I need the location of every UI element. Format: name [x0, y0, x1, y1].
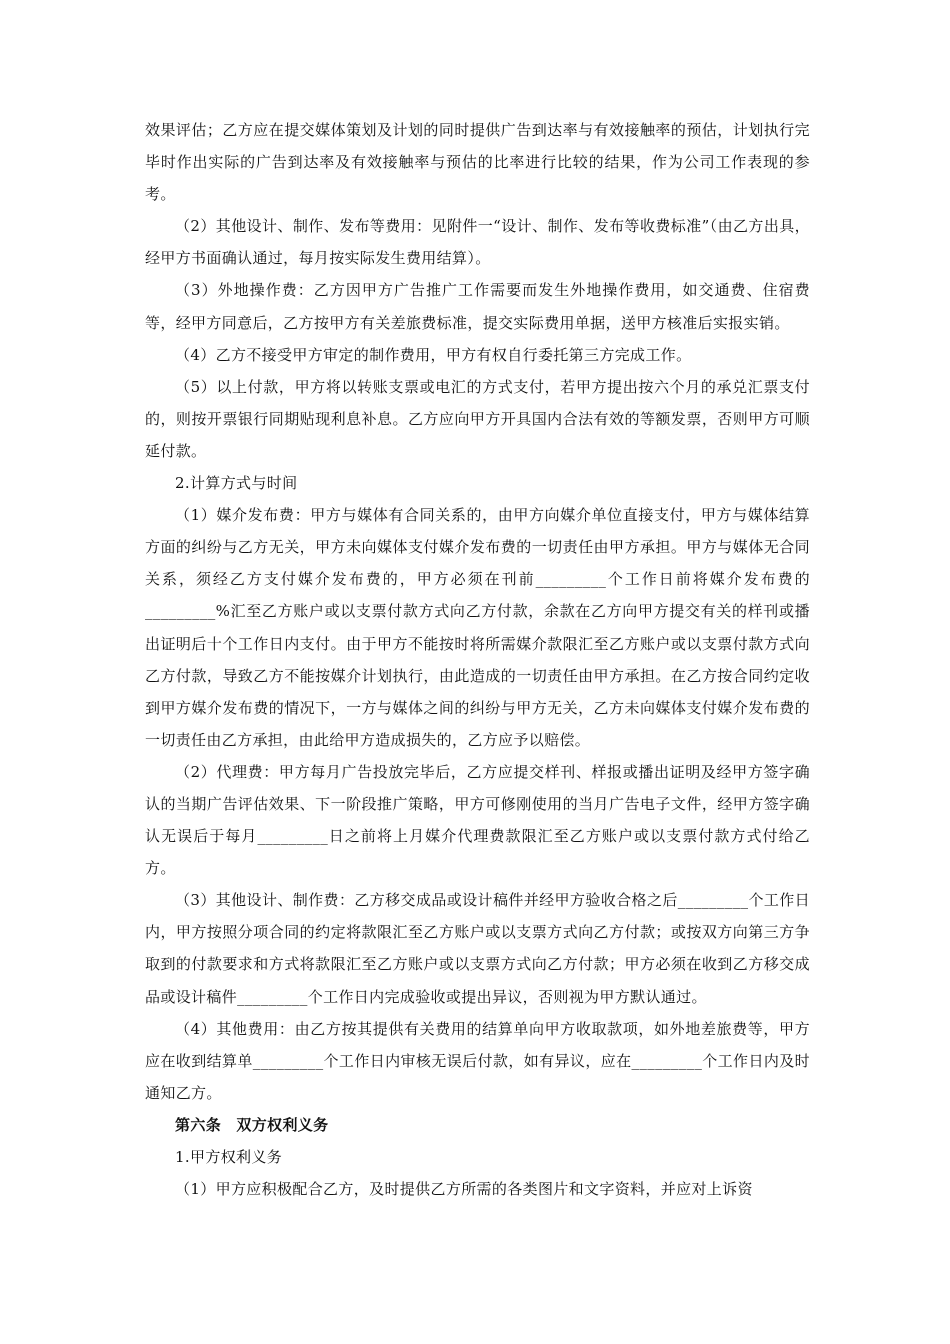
paragraph-agency-fees: （2）代理费：甲方每月广告投放完毕后，乙方应提交样刊、样报或播出证明及经甲方签字确认的当期广告评估效果、下一阶段推广策略，甲方可修刚使用的当月广告电子文件，经甲方签字确认无误后于每月_________日之前将上月媒介代理费款限汇至乙方账户或以支票付款方式付给乙方。 [145, 762, 810, 878]
paragraph-other-design-fees: （2）其他设计、制作、发布等费用：见附件一“设计、制作、发布等收费标准”（由乙方出具，经甲方书面确认通过，每月按实际发生费用结算）。 [145, 217, 810, 268]
paragraph-production-fees: （4）乙方不接受甲方审定的制作费用，甲方有权自行委托第三方完成工作。 [175, 345, 692, 364]
paragraph-party-a-obligation-1: （1）甲方应积极配合乙方，及时提供乙方所需的各类图片和文字资料，并应对上诉资 [175, 1180, 753, 1199]
article-six-title: 第六条 双方权利义务 [175, 1115, 329, 1134]
paragraph-media-fees: （1）媒介发布费：甲方与媒体有合同关系的，由甲方向媒介单位直接支付，甲方与媒体结算方面的纠纷与乙方无关，甲方未向媒体支付媒介发布费的一切责任由甲方承担。甲方与媒体无合同关系，须经乙方支付媒介发布费的，甲方必须在刊前_________个工作日前将媒介发布费的_________%汇至乙方账户或以支票付款方式向乙方付款，余款在乙方向甲方提交有关的样刊或播出证明后十个工作日内支付。由于甲方不能按时将所需媒介款限汇至乙方账户或以支票付款方式向乙方付款，导致乙方不能按媒介计划执行，由此造成的一切责任由甲方承担。在乙方按合同约定收到甲方媒介发布费的情况下，一方与媒体之间的纠纷与甲方无关，乙方未向媒体支付媒介发布费的一切责任由乙方承担，由此给甲方造成损失的，乙方应予以赔偿。 [145, 506, 810, 749]
paragraph-travel-fees: （3）外地操作费：乙方因甲方广告推广工作需要而发生外地操作费用，如交通费、住宿费等，经甲方同意后，乙方按甲方有关差旅费标准，提交实际费用单据，送甲方核准后实报实销。 [145, 281, 810, 332]
paragraph-effect-evaluation: 效果评估；乙方应在提交媒体策划及计划的同时提供广告到达率与有效接触率的预估，计划执行完毕时作出实际的广告到达率及有效接触率与预估的比率进行比较的结果，作为公司工作表现的参考。 [145, 121, 810, 204]
section-heading-party-a: 1.甲方权利义务 [175, 1148, 283, 1166]
paragraph-other-fees: （4）其他费用：由乙方按其提供有关费用的结算单向甲方收取款项，如外地差旅费等，甲方应在收到结算单_________个工作日内审核无误后付款，如有异议，应在_________个工作日内及时通知乙方。 [145, 1019, 810, 1102]
document-page [145, 114, 810, 1205]
paragraph-payment-method: （5）以上付款，甲方将以转账支票或电汇的方式支付，若甲方提出按六个月的承兑汇票支付的，则按开票银行同期贴现利息补息。乙方应向甲方开具国内合法有效的等额发票，否则甲方可顺延付款。 [145, 377, 810, 460]
paragraph-design-production-fees: （3）其他设计、制作费：乙方移交成品或设计稿件并经甲方验收合格之后_________个工作日内，甲方按照分项合同的约定将款限汇至乙方账户或以支票方式向乙方付款；或按双方向第三方争取到的付款要求和方式将款限汇至乙方账户或以支票方式向乙方付款；甲方必须在收到乙方移交成品或设计稿件_________个工作日内完成验收或提出异议，否则视为甲方默认通过。 [145, 891, 810, 1006]
section-heading-calculation: 2.计算方式与时间 [175, 474, 298, 493]
